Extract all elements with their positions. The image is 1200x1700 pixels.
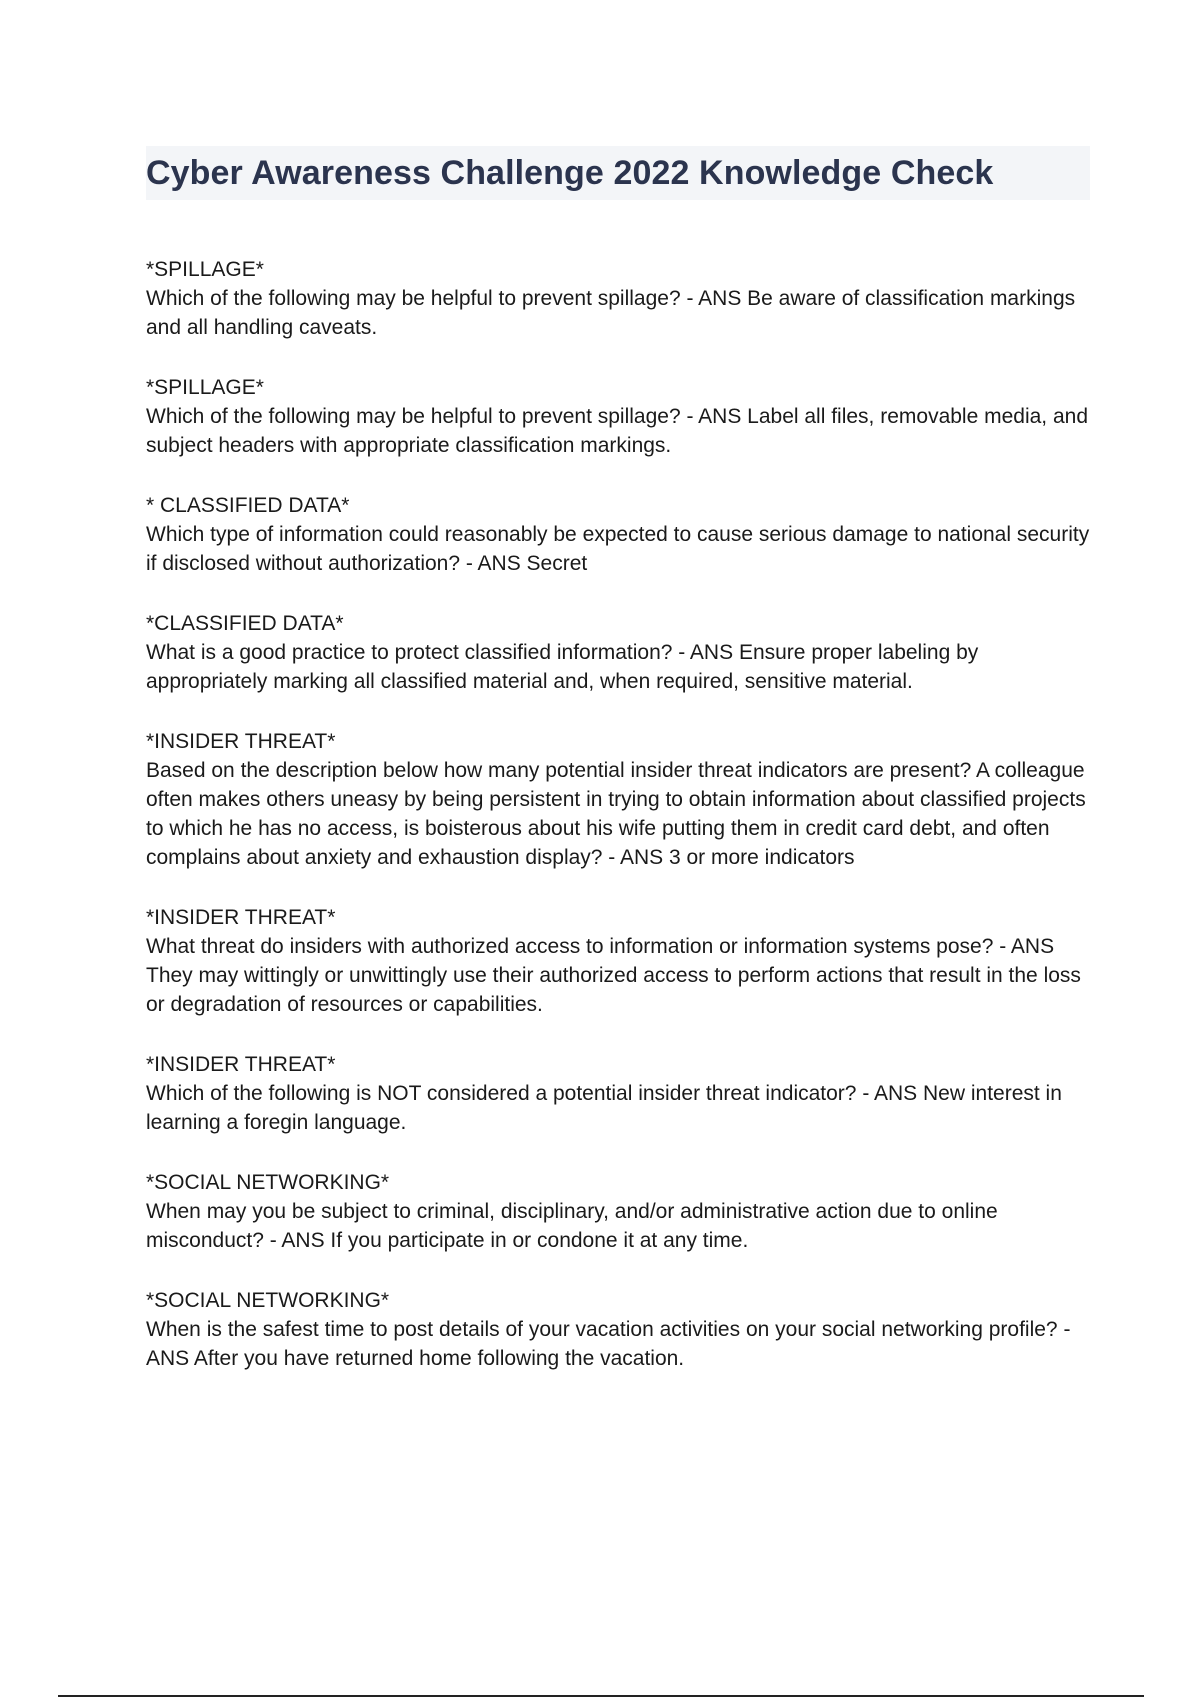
entry-question-answer: Which of the following may be helpful to prevent spillage? - ANS Be aware of classification markings and all handling caveats. <box>146 287 1076 339</box>
qa-entry <box>146 1286 1090 1373</box>
entry-category: *INSIDER THREAT* <box>146 730 336 753</box>
entry-question-answer: Which of the following is NOT considered a potential insider threat indicator? - ANS New interest in learning a foregin language. <box>146 1082 1062 1134</box>
entry-category: *SOCIAL NETWORKING* <box>146 1289 390 1312</box>
entry-question-answer: What is a good practice to protect classified information? - ANS Ensure proper labeling by appropriately marking all classified material and, when required, sensitive material. <box>146 641 979 693</box>
qa-entry <box>146 491 1090 578</box>
qa-list <box>146 255 1090 1404</box>
qa-entry <box>146 373 1090 460</box>
entry-category: *SPILLAGE* <box>146 258 264 281</box>
entry-category: *SPILLAGE* <box>146 376 264 399</box>
title-band <box>146 146 1090 200</box>
qa-entry <box>146 1168 1090 1255</box>
entry-category: * CLASSIFIED DATA* <box>146 494 350 517</box>
entry-category: *SOCIAL NETWORKING* <box>146 1171 390 1194</box>
qa-entry <box>146 255 1090 342</box>
entry-category: *CLASSIFIED DATA* <box>146 612 344 635</box>
entry-question-answer: Which type of information could reasonably be expected to cause serious damage to national security if disclosed without authorization? - ANS Secret <box>146 523 1090 575</box>
qa-entry <box>146 903 1090 1019</box>
qa-entry <box>146 1050 1090 1137</box>
entry-question-answer: When may you be subject to criminal, disciplinary, and/or administrative action due to online misconduct? - ANS If you participate in or condone it at any time. <box>146 1200 998 1252</box>
entry-category: *INSIDER THREAT* <box>146 906 336 929</box>
entry-question-answer: When is the safest time to post details of your vacation activities on your social networking profile? - ANS After you have returned home following the vacation. <box>146 1318 1071 1370</box>
qa-entry <box>146 727 1090 872</box>
entry-question-answer: Based on the description below how many potential insider threat indicators are present? A colleague often makes others uneasy by being persistent in trying to obtain information about classified projects to which he has no access, is boisterous about his wife putting them in credit card debt, and often complains about anxiety and exhaustion display? - ANS 3 or more indicators <box>146 759 1086 869</box>
footer-divider <box>58 1695 1144 1697</box>
entry-question-answer: What threat do insiders with authorized access to information or information systems pose? - ANS They may wittingly or unwittingly use their authorized access to perform actions that result in the loss or degradation of resources or capabilities. <box>146 935 1081 1016</box>
entry-question-answer: Which of the following may be helpful to prevent spillage? - ANS Label all files, removable media, and subject headers with appropriate classification markings. <box>146 405 1089 457</box>
page-title: Cyber Awareness Challenge 2022 Knowledge Check <box>146 154 994 192</box>
qa-entry <box>146 609 1090 696</box>
entry-category: *INSIDER THREAT* <box>146 1053 336 1076</box>
